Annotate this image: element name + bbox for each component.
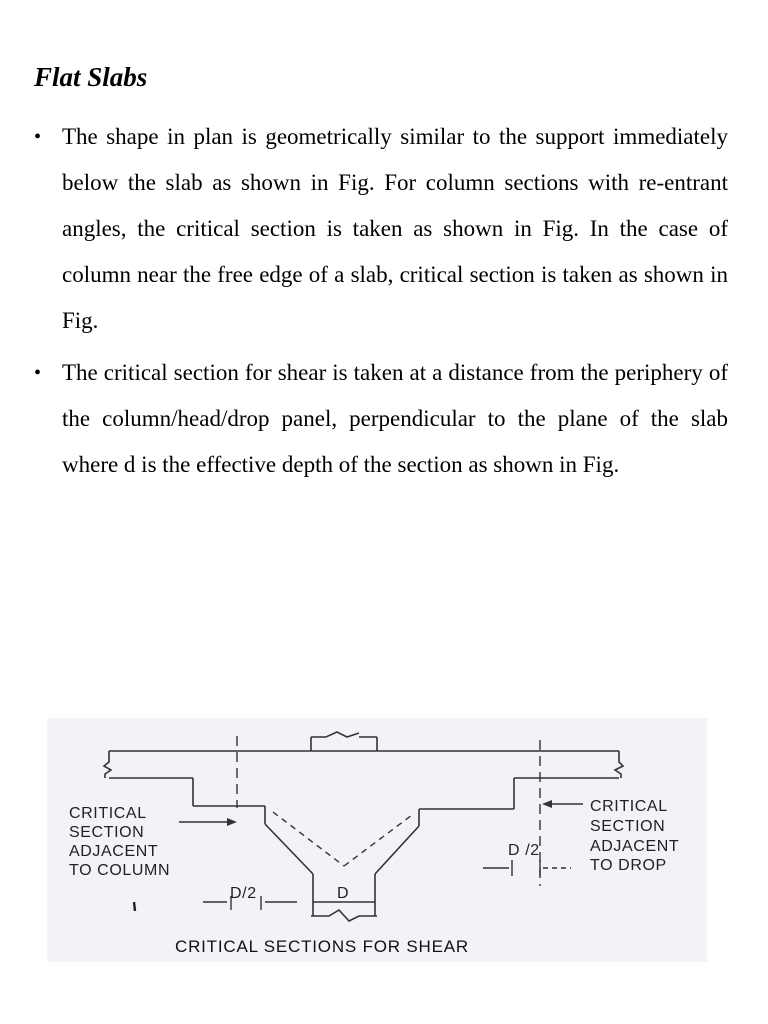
bullet-list: [34, 114, 728, 494]
left-label-line-2: SECTION: [69, 824, 145, 841]
bullet-text: The shape in plan is geometrically similar to the support immediately below the slab as shown in Fig. For column sections with re-entrant angles, the critical section is taken as shown in Fig. In the case of column near the free edge of a slab, critical section is taken as shown in Fig.: [62, 124, 728, 333]
left-label-arrow: [179, 818, 237, 826]
shear-section-diagram: [47, 718, 707, 962]
critical-section-lines: [237, 736, 540, 886]
shear-section-figure: [47, 718, 707, 962]
dimension-column-label: D: [337, 885, 350, 902]
right-label-line-2: SECTION: [590, 818, 666, 835]
right-label-arrow: [542, 800, 583, 808]
bullet-text: The critical section for shear is taken at a distance from the periphery of the column/head/drop panel, perpendicular to the plane of the slab where d is the effective depth of the section as shown in Fig.: [62, 360, 728, 477]
dimension-left-label: D/2: [230, 885, 257, 902]
right-label-line-1: CRITICAL: [590, 798, 668, 815]
page-title: Flat Slabs: [34, 62, 148, 92]
figure-caption: CRITICAL SECTIONS FOR SHEAR: [175, 937, 469, 956]
small-mark: [134, 902, 135, 911]
left-label-line-1: CRITICAL: [69, 805, 147, 822]
right-label-line-3: ADJACENT: [590, 838, 680, 855]
slab-outline: [104, 732, 623, 921]
dimension-right-label: D /2: [508, 842, 540, 859]
bullet-item: [34, 114, 728, 344]
bullet-item: [34, 350, 728, 488]
bullet-icon: •: [34, 126, 42, 148]
dimension-right: [483, 860, 571, 876]
right-label-line-4: TO DROP: [590, 857, 667, 874]
bullet-icon: •: [34, 362, 42, 384]
left-label-line-4: TO COLUMN: [69, 862, 171, 879]
left-label-line-3: ADJACENT: [69, 843, 159, 860]
